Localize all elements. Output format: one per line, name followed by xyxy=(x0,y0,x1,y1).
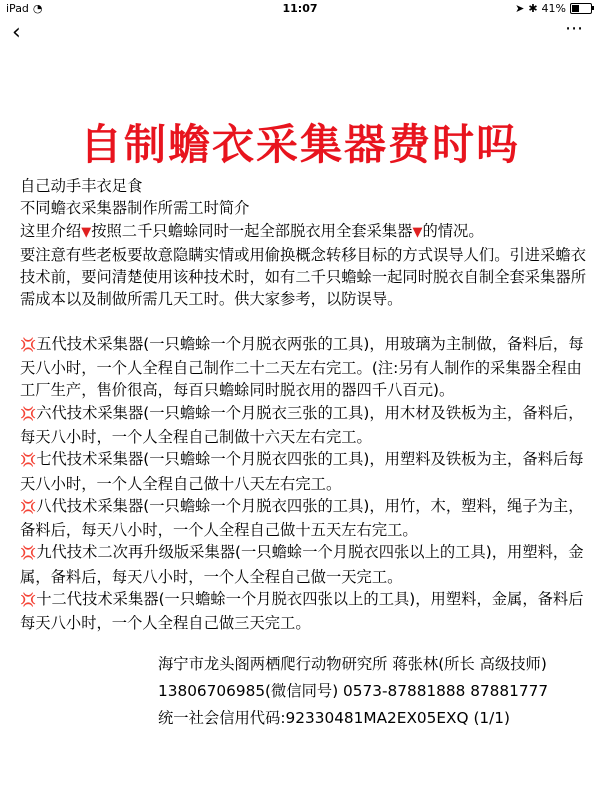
list-item xyxy=(20,402,588,449)
item-text: 十二代技术采集器(一只蟾蜍一个月脱衣四张以上的工具)，用塑料，金属，备料后每天八小时，一个人全程自己做三天完工。 xyxy=(20,590,584,633)
item-text: 八代技术采集器(一只蟾蜍一个月脱衣四张的工具)，用竹，木，塑料，绳子为主，备料后，每天八小时，一个人全程自己做十五天左右完工。 xyxy=(20,496,584,540)
spacer xyxy=(20,311,588,333)
nav-bar xyxy=(0,18,600,48)
red-triangle-icon: ▼ xyxy=(412,224,423,240)
page-title: 自制蟾衣采集器费时吗 xyxy=(79,120,520,169)
item-text: 七代技术采集器(一只蟾蜍一个月脱衣四张的工具)，用塑料及铁板为主，备料后每天八小时，一个人全程自己做十八天左右完工。 xyxy=(20,450,584,493)
intro-paragraph: 要注意有些老板要故意隐瞒实情或用偷换概念转移目标的方式误导人们。引进采蟾衣技术前，要问清楚使用该种技术时，如有二千只蟾蜍一起同时脱衣自制全套采集器所需成本以及制做所需几天工时。供大家参考，以防误导。 xyxy=(20,245,586,309)
intro-line: 不同蟾衣采集器制作所需工时简介 xyxy=(20,199,250,218)
intro-line xyxy=(20,220,588,244)
battery-icon xyxy=(570,3,592,14)
item-text: 五代技术采集器(一只蟾蜍一个月脱衣两张的工具)，用玻璃为主制做，备料后，每天八小时，一个人全程自己制作二十二天左右完工。(注:另有人制作的采集器全程由工厂生产，售价很高，每百只蟾蜍同时脱衣用的器四千八百元)。 xyxy=(20,334,584,400)
list-item xyxy=(20,448,588,495)
status-time: 11:07 xyxy=(282,2,318,15)
status-bar xyxy=(0,0,600,18)
burst-icon: 💢 xyxy=(20,593,37,609)
device-name: iPad xyxy=(6,2,29,15)
battery-percent: 41% xyxy=(541,2,566,15)
footer-line: 海宁市龙头阁两栖爬行动物研究所 蒋张林(所长 高级技师) xyxy=(158,655,547,673)
battery-fill xyxy=(572,5,579,12)
burst-icon: 💢 xyxy=(20,337,37,353)
burst-icon: 💢 xyxy=(20,546,37,562)
location-icon: ➤ xyxy=(515,2,525,15)
article-body xyxy=(20,175,588,635)
intro-text: 这里介绍 xyxy=(20,221,82,240)
bluetooth-icon: ✱ xyxy=(528,2,538,15)
wifi-icon: ◔ xyxy=(32,2,43,15)
burst-icon: 💢 xyxy=(20,406,37,422)
list-item xyxy=(20,495,588,542)
intro-text: 按照二千只蟾蜍同时一起全部脱衣用全套采集器 xyxy=(91,221,413,240)
list-item xyxy=(20,588,588,635)
intro-text: 的情况。 xyxy=(422,221,484,240)
burst-icon: 💢 xyxy=(20,453,37,469)
intro-line: 自己动手丰衣足食 xyxy=(20,177,143,195)
footer-line: 统一社会信用代码:92330481MA2EX05EXQ (1/1) xyxy=(158,709,510,727)
item-text: 六代技术采集器(一只蟾蜍一个月脱衣三张的工具)，用木材及铁板为主，备料后，每天八小时，一个人全程自己制做十六天左右完工。 xyxy=(20,403,584,446)
list-item xyxy=(20,333,588,402)
back-chevron-icon[interactable]: ‹ xyxy=(12,20,21,45)
burst-icon: 💢 xyxy=(20,499,37,515)
more-dots-icon[interactable]: ⋯ xyxy=(565,18,584,39)
red-triangle-icon: ▼ xyxy=(81,224,92,240)
status-right xyxy=(515,2,592,15)
footer-line: 13806706985(微信同号) 0573-87881888 87881777 xyxy=(158,682,549,700)
list-item xyxy=(20,541,588,588)
contact-footer xyxy=(158,651,588,732)
item-text: 九代技术二次再升级版采集器(一只蟾蜍一个月脱衣四张以上的工具)，用塑料，金属，备料后，每天八小时，一个人全程自己做一天完工。 xyxy=(20,543,584,586)
